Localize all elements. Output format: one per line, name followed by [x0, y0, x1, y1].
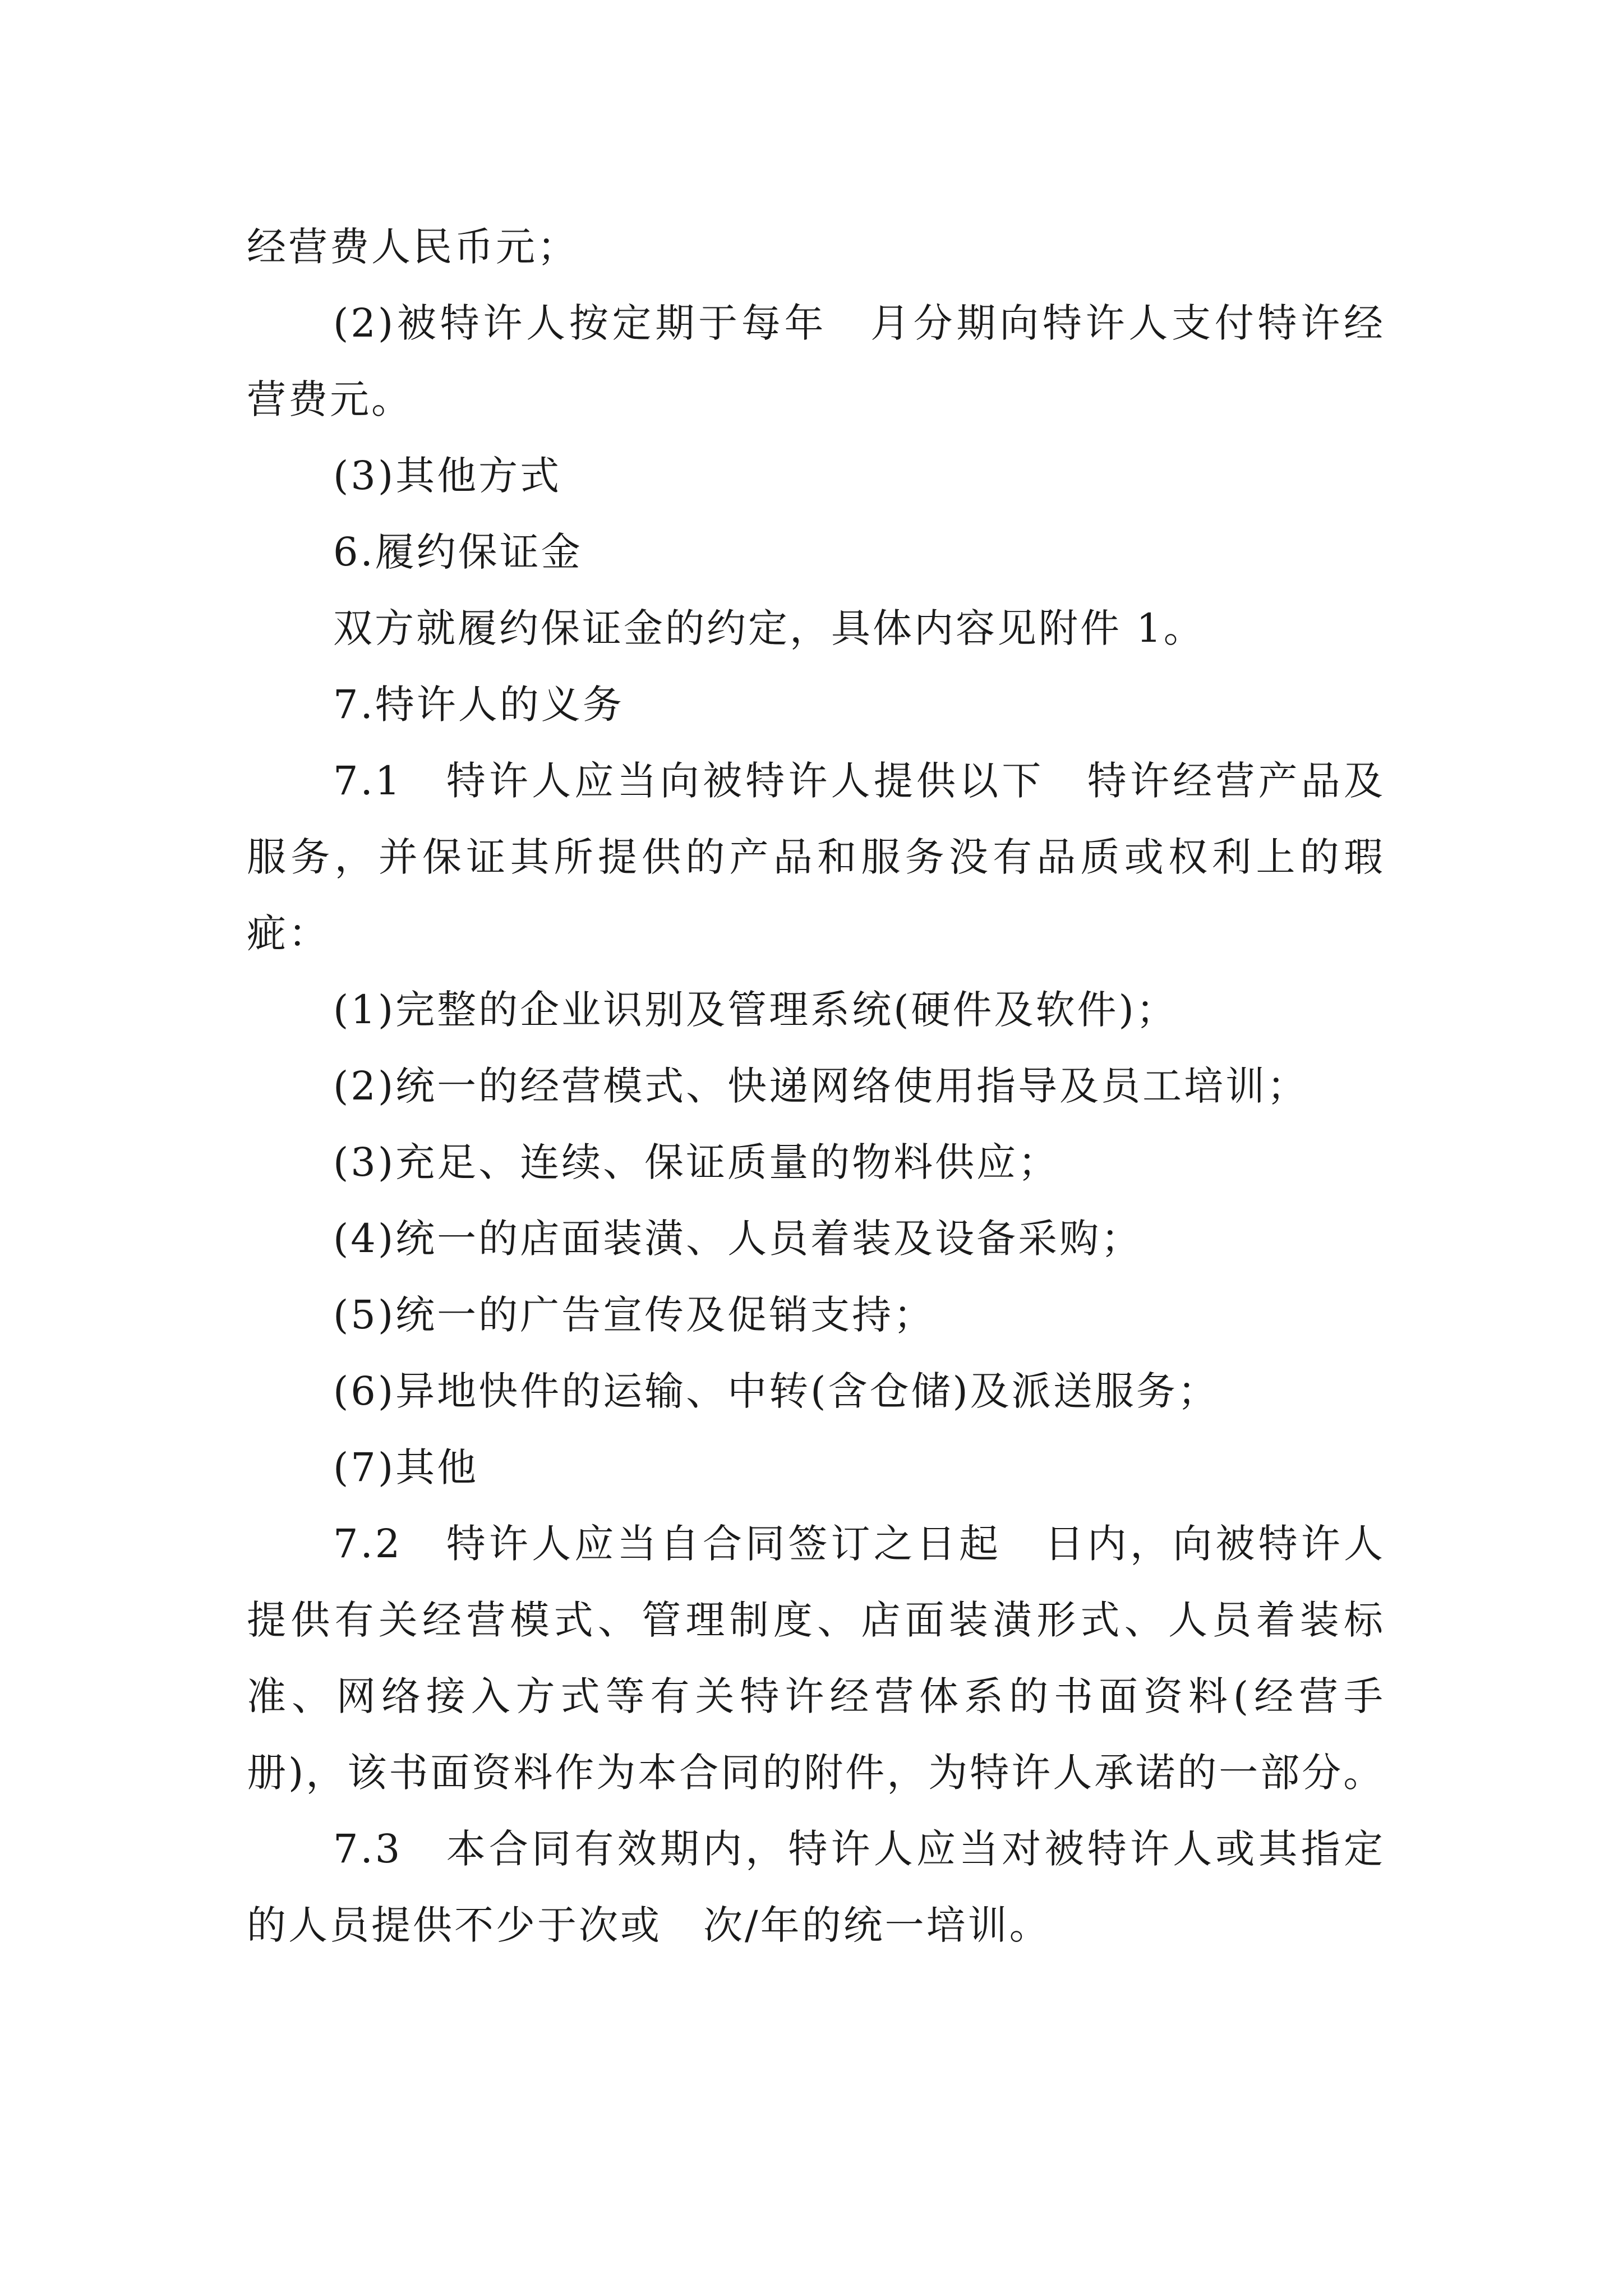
- list-item-1: (1)完整的企业识别及管理系统(硬件及软件)；: [333, 987, 1178, 1033]
- paragraph-installment-payment: (2)被特许人按定期于每年 月分期向特许人支付特许经营费元。: [247, 300, 1385, 422]
- paragraph-fee-continuation: 经营费人民币元；: [247, 224, 579, 270]
- clause-7-3: 7.3 本合同有效期内，特许人应当对被特许人或其指定的人员提供不少于次或 次/年的统一培训。: [247, 1826, 1385, 1948]
- heading-performance-bond: 6.履约保证金: [333, 529, 583, 575]
- list-item-3: (3)充足、连续、保证质量的物料供应；: [333, 1139, 1060, 1185]
- list-item-6: (6)异地快件的运输、中转(含仓储)及派送服务；: [333, 1368, 1219, 1414]
- heading-franchisor-obligations: 7.特许人的义务: [333, 682, 624, 728]
- list-item-7: (7)其他: [333, 1444, 479, 1490]
- paragraph-performance-bond: 双方就履约保证金的约定，具体内容见附件 1。: [333, 605, 1205, 651]
- list-item-4: (4)统一的店面装潢、人员着装及设备采购；: [333, 1216, 1143, 1262]
- list-item-2: (2)统一的经营模式、快递网络使用指导及员工培训；: [333, 1063, 1309, 1109]
- document-body: [247, 209, 1385, 1963]
- clause-7-2: 7.2 特许人应当自合同签订之日起 日内，向被特许人提供有关经营模式、管理制度、店面装潢形式、人员着装标准、网络接入方式等有关特许经营体系的书面资料(经营手册)，该书面资料作为本合同的附件，为特许人承诺的一部分。: [247, 1521, 1385, 1796]
- paragraph-other-method: (3)其他方式: [333, 453, 562, 499]
- clause-7-1: 7.1 特许人应当向被特许人提供以下 特许经营产品及服务，并保证其所提供的产品和服务没有品质或权利上的瑕疵：: [247, 758, 1385, 956]
- list-item-5: (5)统一的广告宣传及促销支持；: [333, 1292, 935, 1338]
